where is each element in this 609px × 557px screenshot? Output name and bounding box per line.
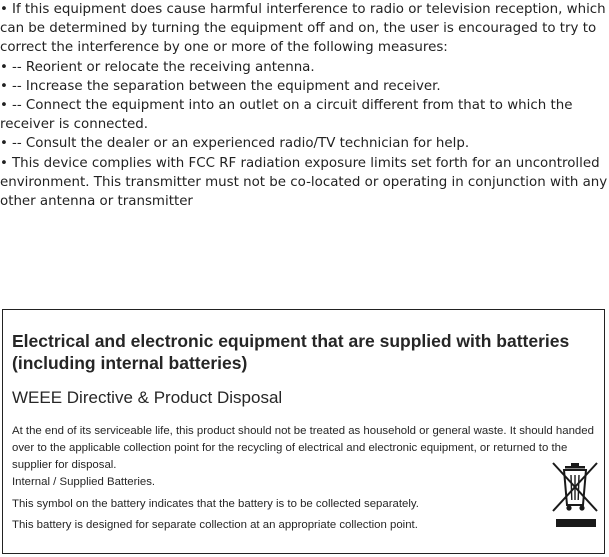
fcc-notice bbox=[0, 0, 608, 211]
bullet-icon: • bbox=[0, 155, 8, 171]
fcc-rf-exposure: • This device complies with FCC RF radiation exposure limits set forth for an uncontrolled environment. This transmitter must not be co-located or operating in conjunction with any other antenna or transmitter bbox=[0, 155, 608, 210]
fcc-measure-consult: • -- Consult the dealer or an experienced radio/TV technician for help. bbox=[0, 134, 608, 153]
crossed-out-wheelie-bin-icon bbox=[551, 461, 599, 535]
bullet-icon: • bbox=[0, 136, 8, 152]
bullet-icon: • bbox=[0, 78, 8, 94]
bullet-icon: • bbox=[0, 59, 8, 75]
bullet-icon: • bbox=[0, 98, 8, 114]
fcc-measure-reorient: • -- Reorient or relocate the receiving antenna. bbox=[0, 58, 608, 77]
weee-box bbox=[2, 309, 605, 554]
fcc-measure-outlet: • -- Connect the equipment into an outlet on a circuit different from that to which the receiver is connected. bbox=[0, 98, 573, 133]
bullet-icon: • bbox=[0, 2, 8, 17]
fcc-paragraph: • If this equipment does cause harmful interference to radio or television reception, which can be determined by turning the equipment off and on, the user is encouraged to try to correct the interference by one or more of the following measures: bbox=[0, 2, 606, 56]
disposal-paragraph: At the end of its serviceable life, this product should not be treated as household or general waste. It should handed over to the applicable collection point for the recycling of electrical and electronic equipment, or returned to the supplier for disposal. bbox=[12, 425, 594, 471]
internal-batteries-line: Internal / Supplied Batteries. bbox=[12, 476, 156, 488]
weee-box-title: Electrical and electronic equipment that are supplied with batteries (including internal batteries) bbox=[12, 331, 570, 373]
weee-directive-heading: WEEE Directive & Product Disposal bbox=[12, 388, 283, 407]
symbol-description-line: This symbol on the battery indicates that the battery is to be collected separately. bbox=[12, 498, 419, 510]
collection-point-line: This battery is designed for separate collection at an appropriate collection point. bbox=[12, 519, 418, 531]
fcc-measure-separation: • -- Increase the separation between the equipment and receiver. bbox=[0, 77, 608, 96]
